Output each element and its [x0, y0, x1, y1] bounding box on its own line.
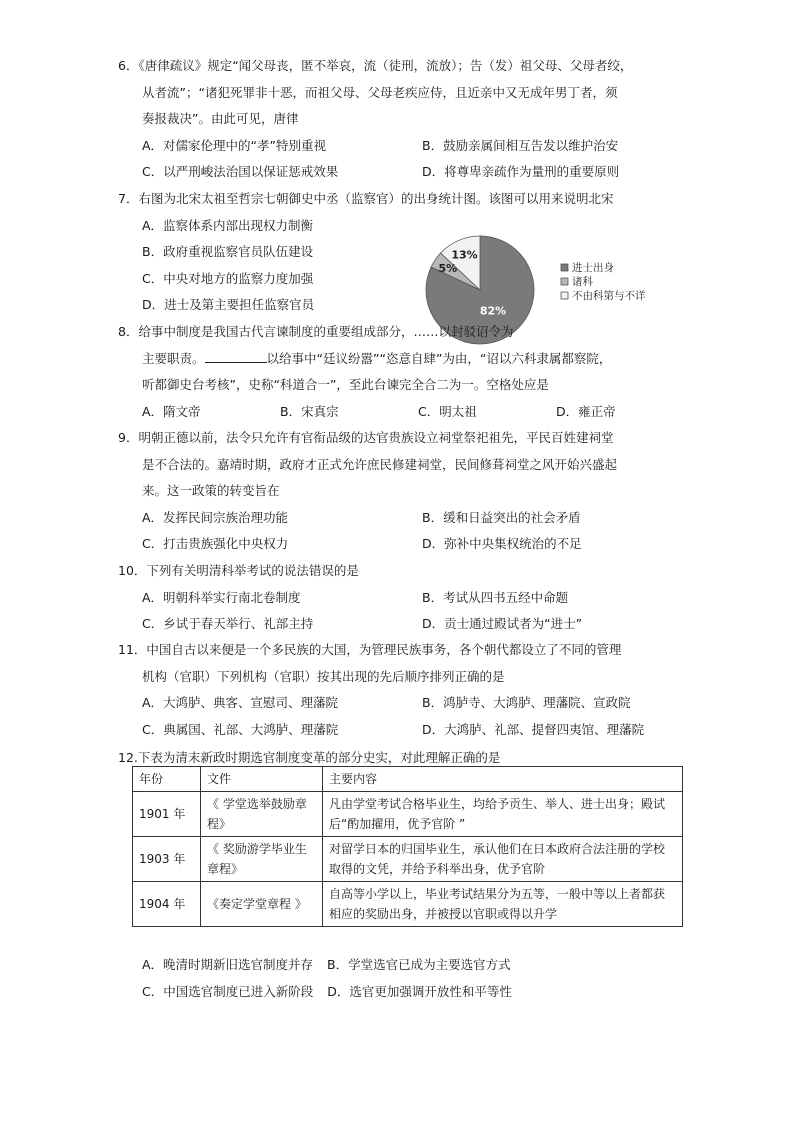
question-12-options [118, 952, 678, 1005]
option-a[interactable]: A．监察体系内部出现权力制衡 [142, 217, 314, 233]
header-year: 年份 [133, 767, 201, 792]
option-a[interactable]: A．发挥民间宗族治理功能 [142, 509, 289, 525]
option-c[interactable]: C．明太祖 [418, 403, 477, 419]
option-d[interactable]: D．贡士通过殿试者为“进士” [422, 616, 583, 631]
cell-year: 1904 年 [133, 882, 201, 927]
question-8-stem-2 [118, 346, 678, 373]
option-c[interactable]: C．乡试于春天举行、礼部主持 [142, 616, 314, 631]
table-row [133, 882, 683, 927]
question-8 [118, 319, 678, 425]
cell-year: 1903 年 [133, 837, 201, 882]
question-6-stem-2: 从者流”；“诸犯死罪非十恶，而祖父母、父母老疾应侍，且近亲中又无成年男丁者，须 [142, 84, 618, 100]
cell-year: 1901 年 [133, 792, 201, 837]
option-c[interactable]: C．中央对地方的监察力度加强 [142, 270, 314, 286]
question-9-stem-1: 9．明朝正德以前，法令只允许有官衔品级的达官贵族设立祠堂祭祀祖先，平民百姓建祠堂 [118, 430, 614, 445]
legend-swatch [561, 278, 568, 285]
table-row [133, 837, 683, 882]
option-a[interactable]: A．对儒家伦理中的“孝”特别重视 [142, 137, 327, 153]
cell-content: 对留学日本的归国毕业生，承认他们在日本政府合法注册的学校取得的文凭，并给予科举出身，优予官阶 [323, 837, 683, 882]
option-a[interactable]: A．大鸿胪、典客、宣慰司、理藩院 [142, 695, 339, 710]
question-9-stem-2: 是不合法的。嘉靖时期，政府才正式允许庶民修建祠堂，民间修葺祠堂之风开始兴盛起 [142, 456, 618, 472]
option-b[interactable]: B．鼓励亲属间相互告发以维护治安 [422, 137, 619, 153]
question-8-stem-2-after: 以给事中“廷议纷嚣”“恣意自肆”为由，“诏以六科隶属都察院， [266, 350, 612, 366]
question-8-options [118, 399, 678, 426]
question-8-stem-3: 听都御史台考核”，史称“科道合一”，至此台谏完全合二为一。空格处应是 [142, 377, 549, 392]
option-d[interactable]: D．雍正帝 [556, 403, 616, 419]
reform-table [132, 766, 683, 927]
question-9-stem-3: 来。这一政策的转变旨在 [142, 483, 280, 498]
pie-slice-label: 5% [438, 262, 458, 276]
question-6 [118, 53, 678, 186]
option-c[interactable]: C．以严刑峻法治国以保证惩戒效果 [142, 164, 339, 179]
header-content: 主要内容 [323, 767, 683, 792]
cell-document: 《 奖励游学毕业生章程》 [201, 837, 323, 882]
question-11 [118, 637, 678, 743]
question-8-stem-2-before: 主要职责。 [142, 350, 205, 366]
question-6-options [118, 133, 678, 186]
option-b[interactable]: B．学堂选官已成为主要选官方式 [327, 957, 511, 972]
header-document: 文件 [201, 767, 323, 792]
cell-content: 自高等小学以上，毕业考试结果分为五等，一般中等以上者都获相应的奖励出身，并被授以官职或得以升学 [323, 882, 683, 927]
option-b[interactable]: B．政府重视监察官员队伍建设 [142, 244, 314, 259]
table-row [133, 792, 683, 837]
option-d[interactable]: D．将尊卑亲疏作为量刑的重要原则 [422, 164, 620, 179]
question-8-stem-1: 8．给事中制度是我国古代言谏制度的重要组成部分，……以封驳诏令为 [118, 324, 514, 339]
question-10 [118, 558, 678, 638]
cell-document: 《奏定学堂章程 》 [201, 882, 323, 927]
question-11-stem-2: 机构（官职）下列机构（官职）按其出现的先后顺序排列正确的是 [142, 668, 505, 684]
option-c[interactable]: C．中国选官制度已进入新阶段 [142, 983, 314, 999]
legend-swatch [561, 292, 568, 299]
option-d[interactable]: D．进士及第主要担任监察官员 [142, 297, 315, 312]
option-d[interactable]: D．大鸿胪、礼部、提督四夷馆、理藩院 [422, 721, 645, 737]
option-c[interactable]: C．打击贵族强化中央权力 [142, 536, 289, 551]
cell-content: 凡由学堂考试合格毕业生，均给予贡生、举人、进士出身；殿试后“酌加擢用，优予官阶 ” [323, 792, 683, 837]
question-11-stem-1: 11．中国自古以来便是一个多民族的大国，为管理民族事务，各个朝代都设立了不同的管理 [118, 642, 622, 657]
pie-slice-label: 13% [451, 248, 478, 262]
table-header-row [133, 767, 683, 792]
question-7-stem: 7．右图为北宋太祖至哲宗七朝御史中丞（监察官）的出身统计图。该图可以用来说明北宋 [118, 191, 614, 206]
pie-slice-label: 82% [479, 304, 507, 318]
question-10-options [118, 585, 678, 638]
option-d[interactable]: D．选官更加强调开放性和平等性 [327, 983, 512, 999]
option-c[interactable]: C．典属国、礼部、大鸿胪、理藩院 [142, 721, 339, 737]
legend-swatch [561, 264, 568, 271]
question-6-stem-3: 奏报裁决”。由此可见，唐律 [142, 111, 299, 126]
question-12-options-row-2 [118, 979, 678, 1006]
option-b[interactable]: B．缓和日益突出的社会矛盾 [422, 509, 581, 525]
option-d[interactable]: D．弥补中央集权统治的不足 [422, 536, 582, 551]
legend-label: 进士出身 [572, 262, 614, 274]
option-b[interactable]: B．考试从四书五经中命题 [422, 589, 569, 605]
legend-label: 诸科 [572, 276, 593, 288]
question-10-stem: 10．下列有关明清科举考试的说法错误的是 [118, 563, 359, 578]
pie-legend [561, 261, 646, 302]
question-12-options-row-1 [118, 952, 678, 979]
legend-label: 不由科第与不详 [572, 290, 646, 302]
cell-document: 《 学堂选举鼓励章程》 [201, 792, 323, 837]
question-9 [118, 425, 678, 558]
question-11-options [118, 690, 678, 743]
question-6-stem-1: 6．《唐律疏议》规定“闻父母丧，匿不举哀，流（徒刑，流放）；告（发）祖父母、父母者绞， [118, 58, 633, 73]
option-a[interactable]: A．晚清时期新旧选官制度并存 [142, 957, 314, 972]
answer-blank[interactable] [205, 348, 267, 363]
option-b[interactable]: B．宋真宗 [280, 403, 339, 419]
option-a[interactable]: A．明朝科举实行南北卷制度 [142, 589, 301, 605]
question-12-stem: 12.下表为清末新政时期选官制度变革的部分史实，对此理解正确的是 [118, 750, 501, 765]
option-b[interactable]: B．鸿胪寺、大鸿胪、理藩院、宣政院 [422, 695, 631, 710]
option-a[interactable]: A．隋文帝 [142, 403, 201, 419]
question-9-options [118, 505, 678, 558]
